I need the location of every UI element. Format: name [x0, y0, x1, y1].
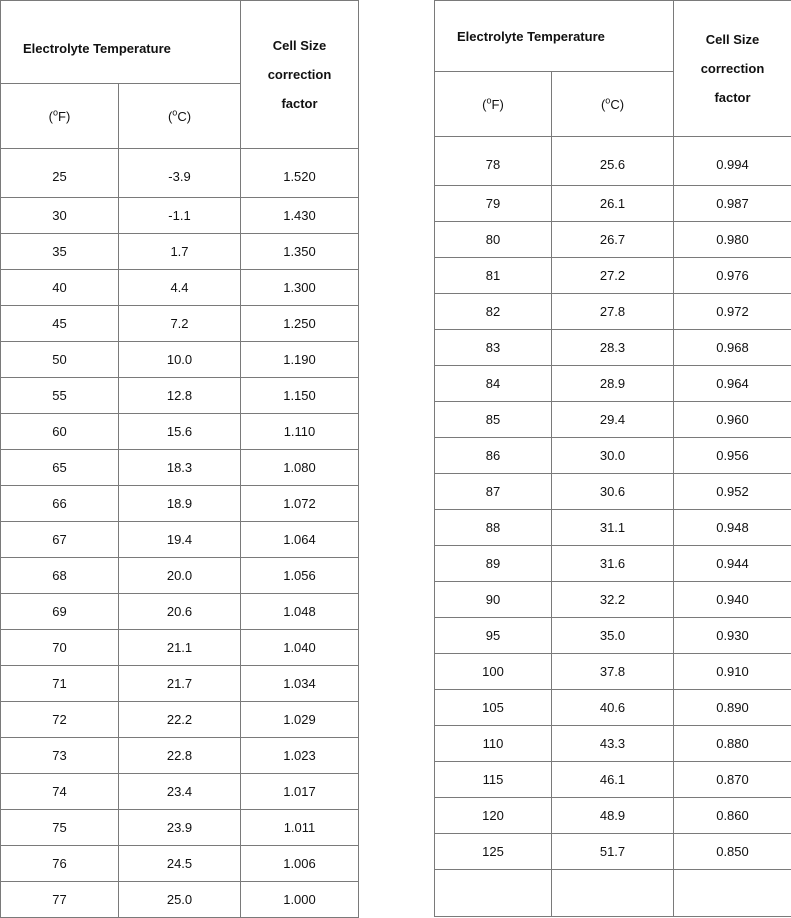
cell-celsius: 28.3 [552, 330, 674, 366]
cell-celsius: 25.0 [119, 882, 241, 918]
cell-celsius: 28.9 [552, 366, 674, 402]
table-row [435, 258, 791, 294]
cell-correction-factor: 0.910 [674, 654, 791, 690]
header-factor-line2: correction [241, 60, 358, 89]
cell-correction-factor: 1.023 [241, 738, 359, 774]
table-row [1, 342, 359, 378]
cell-fahrenheit: 70 [1, 630, 119, 666]
cell-correction-factor: 1.000 [241, 882, 359, 918]
cell-celsius: 1.7 [119, 234, 241, 270]
cell-fahrenheit: 69 [1, 594, 119, 630]
cell-celsius: 19.4 [119, 522, 241, 558]
cell-celsius: 29.4 [552, 402, 674, 438]
table-row [435, 834, 791, 870]
header-unit-celsius [552, 72, 674, 137]
cell-fahrenheit: 89 [435, 546, 552, 582]
header-unit-celsius [119, 84, 241, 149]
table-row [1, 702, 359, 738]
cell-fahrenheit: 30 [1, 198, 119, 234]
unit-f-label: F) [492, 97, 504, 112]
table-row [1, 414, 359, 450]
table-row [1, 198, 359, 234]
header-electrolyte-temperature [435, 1, 674, 72]
cell-correction-factor: 0.980 [674, 222, 791, 258]
table-row [1, 594, 359, 630]
cell-celsius: 31.6 [552, 546, 674, 582]
unit-open: ( [168, 109, 172, 124]
cell-celsius: 43.3 [552, 726, 674, 762]
cell-correction-factor: 1.064 [241, 522, 359, 558]
degree-symbol: o [172, 107, 177, 117]
cell-fahrenheit: 67 [1, 522, 119, 558]
cell-correction-factor: 1.430 [241, 198, 359, 234]
cell-correction-factor: 1.350 [241, 234, 359, 270]
table-row [435, 546, 791, 582]
cell-celsius: 10.0 [119, 342, 241, 378]
cell-correction-factor: 0.860 [674, 798, 791, 834]
table-row [1, 846, 359, 882]
cell-celsius: 32.2 [552, 582, 674, 618]
header-title: Electrolyte Temperature [23, 41, 171, 56]
header-title: Electrolyte Temperature [457, 29, 605, 44]
cell-fahrenheit: 83 [435, 330, 552, 366]
cell-fahrenheit: 85 [435, 402, 552, 438]
cell-correction-factor: 0.994 [674, 137, 791, 186]
cell-correction-factor: 0.987 [674, 186, 791, 222]
table-row [1, 234, 359, 270]
table-row [1, 378, 359, 414]
table-row [435, 726, 791, 762]
table-row [435, 366, 791, 402]
table-row [435, 330, 791, 366]
cell-correction-factor: 0.850 [674, 834, 791, 870]
cell-correction-factor: 0.890 [674, 690, 791, 726]
empty-cell [435, 870, 552, 917]
cell-correction-factor: 1.040 [241, 630, 359, 666]
table-row [435, 438, 791, 474]
cell-correction-factor: 1.006 [241, 846, 359, 882]
cell-correction-factor: 0.968 [674, 330, 791, 366]
cell-correction-factor: 1.300 [241, 270, 359, 306]
table-row [435, 798, 791, 834]
table-row [1, 450, 359, 486]
cell-correction-factor: 1.029 [241, 702, 359, 738]
header-correction-factor [674, 1, 791, 137]
cell-celsius: 25.6 [552, 137, 674, 186]
cell-celsius: 40.6 [552, 690, 674, 726]
cell-correction-factor: 0.976 [674, 258, 791, 294]
cell-celsius: 27.8 [552, 294, 674, 330]
cell-correction-factor: 1.017 [241, 774, 359, 810]
cell-celsius: 20.6 [119, 594, 241, 630]
cell-correction-factor: 0.952 [674, 474, 791, 510]
cell-fahrenheit: 72 [1, 702, 119, 738]
cell-correction-factor: 1.150 [241, 378, 359, 414]
table-row [1, 666, 359, 702]
cell-fahrenheit: 60 [1, 414, 119, 450]
cell-fahrenheit: 84 [435, 366, 552, 402]
header-factor-line2: correction [674, 54, 791, 83]
table-row [435, 654, 791, 690]
correction-table-right [434, 0, 791, 917]
table-row [1, 882, 359, 918]
cell-celsius: 23.4 [119, 774, 241, 810]
cell-correction-factor: 0.930 [674, 618, 791, 654]
empty-cell [674, 870, 791, 917]
table-row [1, 810, 359, 846]
cell-celsius: 4.4 [119, 270, 241, 306]
cell-fahrenheit: 87 [435, 474, 552, 510]
table-row [435, 186, 791, 222]
cell-fahrenheit: 80 [435, 222, 552, 258]
cell-celsius: 51.7 [552, 834, 674, 870]
cell-correction-factor: 0.960 [674, 402, 791, 438]
table-row [1, 774, 359, 810]
empty-cell [552, 870, 674, 917]
header-factor-line1: Cell Size [674, 25, 791, 54]
header-correction-factor [241, 1, 359, 149]
table-row [1, 630, 359, 666]
cell-fahrenheit: 55 [1, 378, 119, 414]
cell-celsius: 21.7 [119, 666, 241, 702]
cell-fahrenheit: 90 [435, 582, 552, 618]
cell-fahrenheit: 110 [435, 726, 552, 762]
header-unit-fahrenheit [1, 84, 119, 149]
degree-symbol: o [605, 95, 610, 105]
cell-correction-factor: 1.080 [241, 450, 359, 486]
cell-fahrenheit: 50 [1, 342, 119, 378]
header-electrolyte-temperature [1, 1, 241, 84]
cell-fahrenheit: 95 [435, 618, 552, 654]
cell-fahrenheit: 82 [435, 294, 552, 330]
header-factor-line3: factor [241, 89, 358, 118]
table-row [1, 522, 359, 558]
table-row [435, 402, 791, 438]
degree-symbol: o [53, 107, 58, 117]
cell-celsius: 31.1 [552, 510, 674, 546]
table-row [435, 137, 791, 186]
table-row [1, 306, 359, 342]
header-unit-fahrenheit [435, 72, 552, 137]
cell-celsius: 20.0 [119, 558, 241, 594]
unit-f-label: F) [58, 109, 70, 124]
cell-correction-factor: 0.870 [674, 762, 791, 798]
cell-fahrenheit: 65 [1, 450, 119, 486]
cell-correction-factor: 1.034 [241, 666, 359, 702]
cell-fahrenheit: 68 [1, 558, 119, 594]
cell-celsius: 30.6 [552, 474, 674, 510]
cell-correction-factor: 1.072 [241, 486, 359, 522]
cell-fahrenheit: 76 [1, 846, 119, 882]
cell-correction-factor: 1.011 [241, 810, 359, 846]
cell-celsius: 37.8 [552, 654, 674, 690]
cell-fahrenheit: 100 [435, 654, 552, 690]
cell-celsius: 48.9 [552, 798, 674, 834]
unit-open: ( [482, 97, 486, 112]
table-body-left [1, 149, 359, 918]
cell-fahrenheit: 40 [1, 270, 119, 306]
cell-correction-factor: 0.964 [674, 366, 791, 402]
table-row [1, 738, 359, 774]
table-row [435, 294, 791, 330]
cell-celsius: 46.1 [552, 762, 674, 798]
cell-correction-factor: 0.972 [674, 294, 791, 330]
unit-open: ( [49, 109, 53, 124]
cell-correction-factor: 0.948 [674, 510, 791, 546]
unit-c-label: C) [177, 109, 191, 124]
cell-fahrenheit: 45 [1, 306, 119, 342]
cell-fahrenheit: 35 [1, 234, 119, 270]
cell-correction-factor: 1.250 [241, 306, 359, 342]
cell-celsius: 12.8 [119, 378, 241, 414]
cell-fahrenheit: 115 [435, 762, 552, 798]
table-row [1, 149, 359, 198]
cell-correction-factor: 0.944 [674, 546, 791, 582]
cell-correction-factor: 1.520 [241, 149, 359, 198]
cell-celsius: 18.9 [119, 486, 241, 522]
cell-celsius: 15.6 [119, 414, 241, 450]
cell-correction-factor: 1.110 [241, 414, 359, 450]
cell-celsius: 18.3 [119, 450, 241, 486]
cell-correction-factor: 0.956 [674, 438, 791, 474]
cell-correction-factor: 0.880 [674, 726, 791, 762]
cell-celsius: 27.2 [552, 258, 674, 294]
cell-celsius: 22.8 [119, 738, 241, 774]
cell-fahrenheit: 105 [435, 690, 552, 726]
cell-fahrenheit: 71 [1, 666, 119, 702]
cell-correction-factor: 1.048 [241, 594, 359, 630]
cell-fahrenheit: 74 [1, 774, 119, 810]
table-row [435, 582, 791, 618]
cell-celsius: 24.5 [119, 846, 241, 882]
unit-open: ( [601, 97, 605, 112]
unit-c-label: C) [610, 97, 624, 112]
cell-fahrenheit: 125 [435, 834, 552, 870]
cell-celsius: 22.2 [119, 702, 241, 738]
cell-celsius: -1.1 [119, 198, 241, 234]
cell-fahrenheit: 120 [435, 798, 552, 834]
cell-celsius: 30.0 [552, 438, 674, 474]
cell-fahrenheit: 79 [435, 186, 552, 222]
cell-fahrenheit: 73 [1, 738, 119, 774]
cell-celsius: 23.9 [119, 810, 241, 846]
cell-correction-factor: 1.190 [241, 342, 359, 378]
cell-fahrenheit: 75 [1, 810, 119, 846]
header-factor-line3: factor [674, 83, 791, 112]
cell-celsius: 35.0 [552, 618, 674, 654]
table-row [435, 510, 791, 546]
degree-symbol: o [487, 95, 492, 105]
cell-celsius: 21.1 [119, 630, 241, 666]
cell-celsius: -3.9 [119, 149, 241, 198]
cell-fahrenheit: 25 [1, 149, 119, 198]
table-body-right [435, 137, 791, 917]
cell-correction-factor: 1.056 [241, 558, 359, 594]
cell-celsius: 26.1 [552, 186, 674, 222]
table-row [1, 486, 359, 522]
table-row [435, 474, 791, 510]
table-row [435, 762, 791, 798]
table-row-empty [435, 870, 791, 917]
cell-fahrenheit: 81 [435, 258, 552, 294]
cell-fahrenheit: 66 [1, 486, 119, 522]
cell-fahrenheit: 86 [435, 438, 552, 474]
cell-fahrenheit: 78 [435, 137, 552, 186]
cell-fahrenheit: 88 [435, 510, 552, 546]
table-row [435, 690, 791, 726]
correction-table-left [0, 0, 359, 918]
cell-correction-factor: 0.940 [674, 582, 791, 618]
cell-celsius: 7.2 [119, 306, 241, 342]
cell-fahrenheit: 77 [1, 882, 119, 918]
table-row [435, 618, 791, 654]
table-row [1, 558, 359, 594]
cell-celsius: 26.7 [552, 222, 674, 258]
table-row [1, 270, 359, 306]
header-factor-line1: Cell Size [241, 31, 358, 60]
table-row [435, 222, 791, 258]
